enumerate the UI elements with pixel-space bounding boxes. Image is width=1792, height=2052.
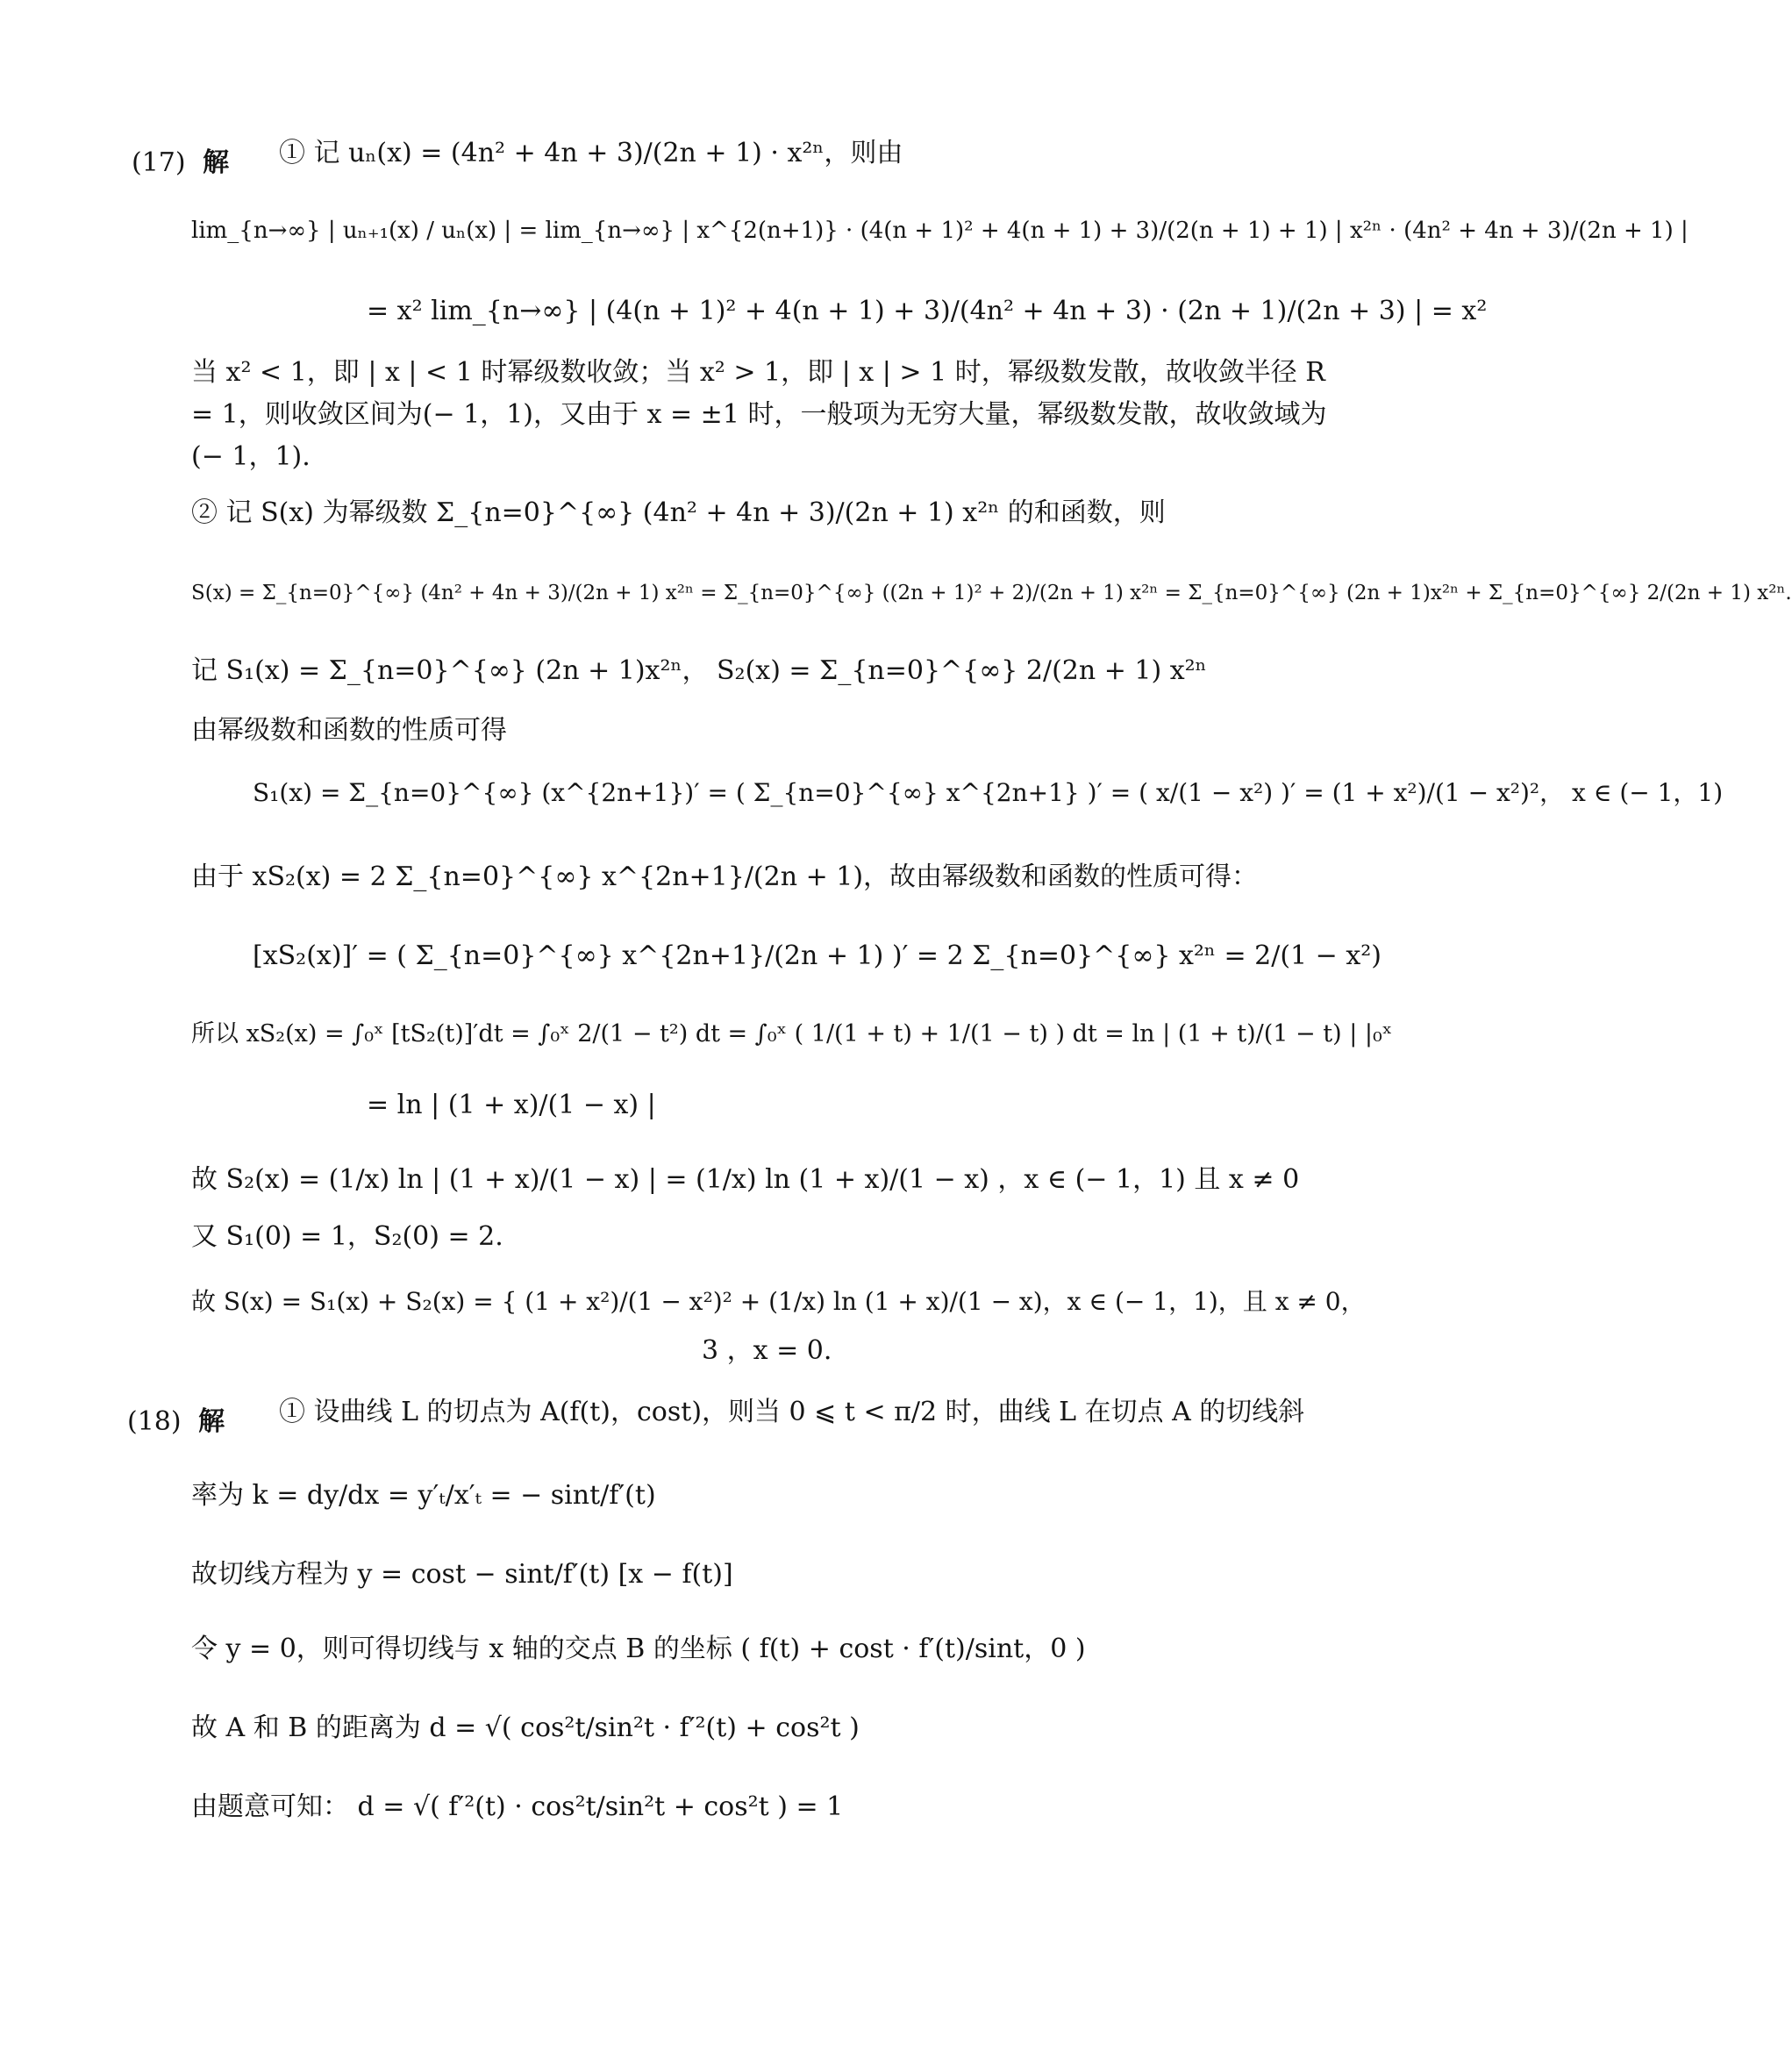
text-line: 由幂级数和函数的性质可得 [191, 715, 507, 746]
math-line: 记 S₁(x) = Σ_{n=0}^{∞} (2n + 1)x²ⁿ， S₂(x) = Σ_{n=0}^{∞} 2/(2n + 1) x²ⁿ [191, 655, 1207, 686]
math-line: 由于 xS₂(x) = 2 Σ_{n=0}^{∞} x^{2n+1}/(2n + 1)，故由幂级数和函数的性质可得： [191, 862, 1259, 892]
math-line: S(x) = Σ_{n=0}^{∞} (4n² + 4n + 3)/(2n + 1) x²ⁿ = Σ_{n=0}^{∞} ((2n + 1)² + 2)/(2n + 1) x²ⁿ = Σ_{n=0}^{∞} (2n + 1)x²ⁿ + Σ_{n=0}^{∞} 2/(2n + 1) x²ⁿ. [191, 582, 1792, 604]
math-line: = ln | (1 + x)/(1 − x) | [367, 1090, 656, 1120]
problem-number: (17) [132, 147, 186, 178]
text-line: (− 1，1). [191, 441, 311, 472]
math-line: 故 S(x) = S₁(x) + S₂(x) = { (1 + x²)/(1 − x²)² + (1/x) ln (1 + x)/(1 − x)，x ∈ (− 1，1)，且 x ≠ 0， [191, 1287, 1366, 1316]
math-line: lim_{n→∞} | uₙ₊₁(x) / uₙ(x) | = lim_{n→∞} | x^{2(n+1)} · (4(n + 1)² + 4(n + 1) + 3)/(2(n + 1) + 1) | x²ⁿ · (4n² + 4n + 3)/(2n + 1) | [191, 218, 1688, 244]
math-line: 故 A 和 B 的距离为 d = √( cos²t/sin²t · f′²(t) + cos²t ) [191, 1712, 860, 1743]
math-line: ② 记 S(x) 为幂级数 Σ_{n=0}^{∞} (4n² + 4n + 3)/(2n + 1) x²ⁿ 的和函数，则 [191, 497, 1166, 528]
solution-label: 解 [198, 1406, 225, 1437]
math-line: 故 S₂(x) = (1/x) ln | (1 + x)/(1 − x) | = (1/x) ln (1 + x)/(1 − x) ，x ∈ (− 1，1) 且 x ≠ 0 [191, 1164, 1300, 1195]
solution-label: 解 [203, 147, 230, 178]
math-line: S₁(x) = Σ_{n=0}^{∞} (x^{2n+1})′ = ( Σ_{n=0}^{∞} x^{2n+1} )′ = ( x/(1 − x²) )′ = (1 + x²)/(1 − x²)²， x ∈ (− 1，1) [253, 778, 1724, 807]
math-line: = x² lim_{n→∞} | (4(n + 1)² + 4(n + 1) + 3)/(4n² + 4n + 3) · (2n + 1)/(2n + 3) | = x² [367, 296, 1488, 326]
text-line: = 1，则收敛区间为(− 1，1)，又由于 x = ±1 时，一般项为无穷大量，幂级数发散，故收敛域为 [191, 399, 1327, 430]
math-line: 由题意可知： d = √( f′²(t) · cos²t/sin²t + cos²t ) = 1 [191, 1791, 844, 1822]
math-line: 率为 k = dy/dx = y′ₜ/x′ₜ = − sint/f′(t) [191, 1480, 656, 1511]
math-line: 3 ，x = 0. [702, 1335, 832, 1366]
math-line: ① 记 uₙ(x) = (4n² + 4n + 3)/(2n + 1) · x²ⁿ，则由 [279, 138, 903, 168]
math-line: [xS₂(x)]′ = ( Σ_{n=0}^{∞} x^{2n+1}/(2n + 1) )′ = 2 Σ_{n=0}^{∞} x²ⁿ = 2/(1 − x²) [253, 940, 1381, 971]
problem-number: (18) [127, 1406, 182, 1437]
text-line: ① 设曲线 L 的切点为 A(f(t)，cost)，则当 0 ⩽ t < π/2 时，曲线 L 在切点 A 的切线斜 [279, 1397, 1305, 1427]
math-line: 又 S₁(0) = 1，S₂(0) = 2. [191, 1221, 503, 1252]
math-line: 令 y = 0，则可得切线与 x 轴的交点 B 的坐标 ( f(t) + cost · f′(t)/sint，0 ) [191, 1634, 1086, 1664]
math-line: 所以 xS₂(x) = ∫₀ˣ [tS₂(t)]′dt = ∫₀ˣ 2/(1 − t²) dt = ∫₀ˣ ( 1/(1 + t) + 1/(1 − t) ) dt = ln | (1 + t)/(1 − t) | |₀ˣ [191, 1020, 1393, 1047]
problem-17-header [132, 140, 229, 179]
text-line: 当 x² < 1，即 | x | < 1 时幂级数收敛；当 x² > 1，即 | x | > 1 时，幂级数发散，故收敛半径 R [191, 357, 1325, 388]
math-line: 故切线方程为 y = cost − sint/f′(t) [x − f(t)] [191, 1559, 733, 1590]
problem-18-header [127, 1399, 225, 1438]
